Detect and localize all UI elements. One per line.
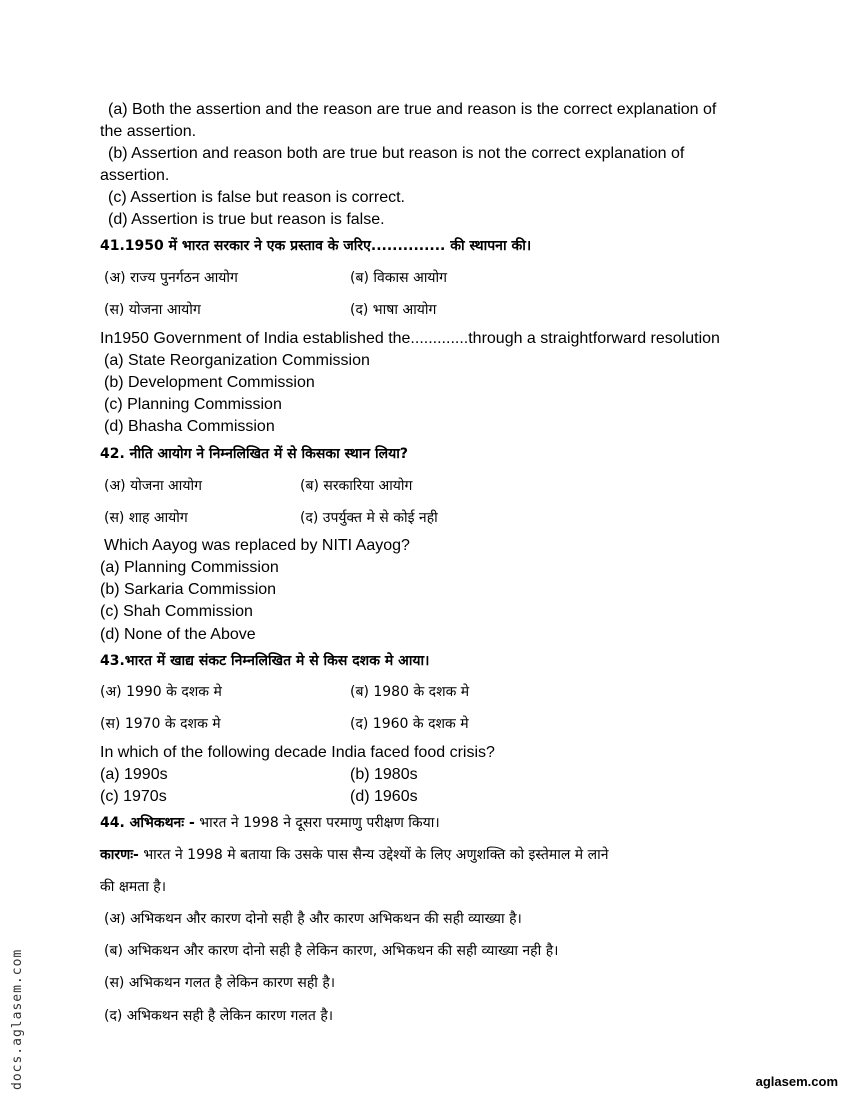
q41-english-option-a: (a) State Reorganization Commission (104, 352, 370, 369)
q41-english-question: In1950 Government of India established the.............through a straightforward resolution (100, 330, 720, 347)
q44-reason-label: कारणः- (100, 847, 139, 863)
prev-option-a-line1: (a) Both the assertion and the reason are true and reason is the correct explanation of (108, 101, 717, 118)
q41-english-option-d: (d) Bhasha Commission (104, 418, 275, 435)
q41-hindi-option-c: (स) योजना आयोग (104, 302, 201, 318)
q44-reason-text: भारत ने 1998 मे बताया कि उसके पास सैन्य उद्देश्यों के लिए अणुशक्ति को इस्तेमाल मे लाने (138, 847, 609, 863)
q42-hindi-option-a: (अ) योजना आयोग (104, 478, 202, 494)
q44-option-d: (द) अभिकथन सही है लेकिन कारण गलत है। (104, 1008, 334, 1024)
q44-assertion-label: 44. अभिकथनः - (100, 815, 195, 831)
prev-option-c: (c) Assertion is false but reason is correct. (108, 189, 405, 206)
q41-hindi-option-d: (द) भाषा आयोग (350, 302, 437, 318)
q42-hindi-option-b: (ब) सरकारिया आयोग (300, 478, 413, 494)
q43-english-option-b: (b) 1980s (350, 766, 418, 783)
q44-reason-continuation: की क्षमता है। (100, 879, 167, 895)
q42-english-question: Which Aayog was replaced by NITI Aayog? (104, 537, 410, 554)
q41-english-option-c: (c) Planning Commission (104, 396, 282, 413)
prev-option-b-line2: assertion. (100, 167, 170, 184)
q41-hindi-option-a: (अ) राज्य पुनर्गठन आयोग (104, 270, 238, 286)
q43-english-option-d: (d) 1960s (350, 788, 418, 805)
q44-assertion-text: भारत ने 1998 ने दूसरा परमाणु परीक्षण किया। (194, 815, 440, 831)
q43-hindi-option-c: (स) 1970 के दशक मे (100, 716, 221, 732)
q43-hindi-option-a: (अ) 1990 के दशक मे (100, 684, 222, 700)
side-watermark: docs.aglasem.com (10, 948, 25, 1090)
footer-brand: aglasem.com (755, 1074, 838, 1089)
prev-option-a-line2: the assertion. (100, 123, 197, 140)
q43-hindi-option-d: (द) 1960 के दशक मे (350, 716, 469, 732)
q42-hindi-option-c: (स) शाह आयोग (104, 510, 188, 526)
q41-hindi-option-b: (ब) विकास आयोग (350, 270, 448, 286)
q42-english-option-a: (a) Planning Commission (100, 559, 279, 576)
q41-hindi-question: 41.1950 में भारत सरकार ने एक प्रस्ताव के जरिए.............. की स्थापना की। (100, 238, 532, 254)
q42-english-option-b: (b) Sarkaria Commission (100, 581, 277, 598)
q41-english-option-b: (b) Development Commission (104, 374, 315, 391)
q43-english-question: In which of the following decade India faced food crisis? (100, 744, 495, 761)
q43-hindi-question: 43.भारत में खाद्य संकट निम्नलिखित मे से किस दशक मे आया। (100, 653, 430, 669)
q42-hindi-question: 42. नीति आयोग ने निम्नलिखित में से किसका स्थान लिया? (100, 446, 408, 462)
q44-option-b: (ब) अभिकथन और कारण दोनो सही है लेकिन कारण, अभिकथन की सही व्याख्या नही है। (104, 943, 559, 959)
prev-option-d: (d) Assertion is true but reason is false. (108, 211, 385, 228)
q42-hindi-option-d: (द) उपर्युक्त मे से कोई नही (300, 510, 438, 526)
q43-english-option-a: (a) 1990s (100, 766, 168, 783)
q43-hindi-option-b: (ब) 1980 के दशक मे (350, 684, 470, 700)
q44-option-a: (अ) अभिकथन और कारण दोनो सही है और कारण अभिकथन की सही व्याख्या है। (104, 911, 522, 927)
q43-english-option-c: (c) 1970s (100, 788, 167, 805)
q44-reason (100, 845, 608, 865)
q44-option-c: (स) अभिकथन गलत है लेकिन कारण सही है। (104, 975, 336, 991)
q42-english-option-c: (c) Shah Commission (100, 603, 253, 620)
prev-option-b-line1: (b) Assertion and reason both are true but reason is not the correct explanation of (108, 145, 685, 162)
q44-assertion (100, 813, 440, 833)
q42-english-option-d: (d) None of the Above (100, 626, 256, 643)
